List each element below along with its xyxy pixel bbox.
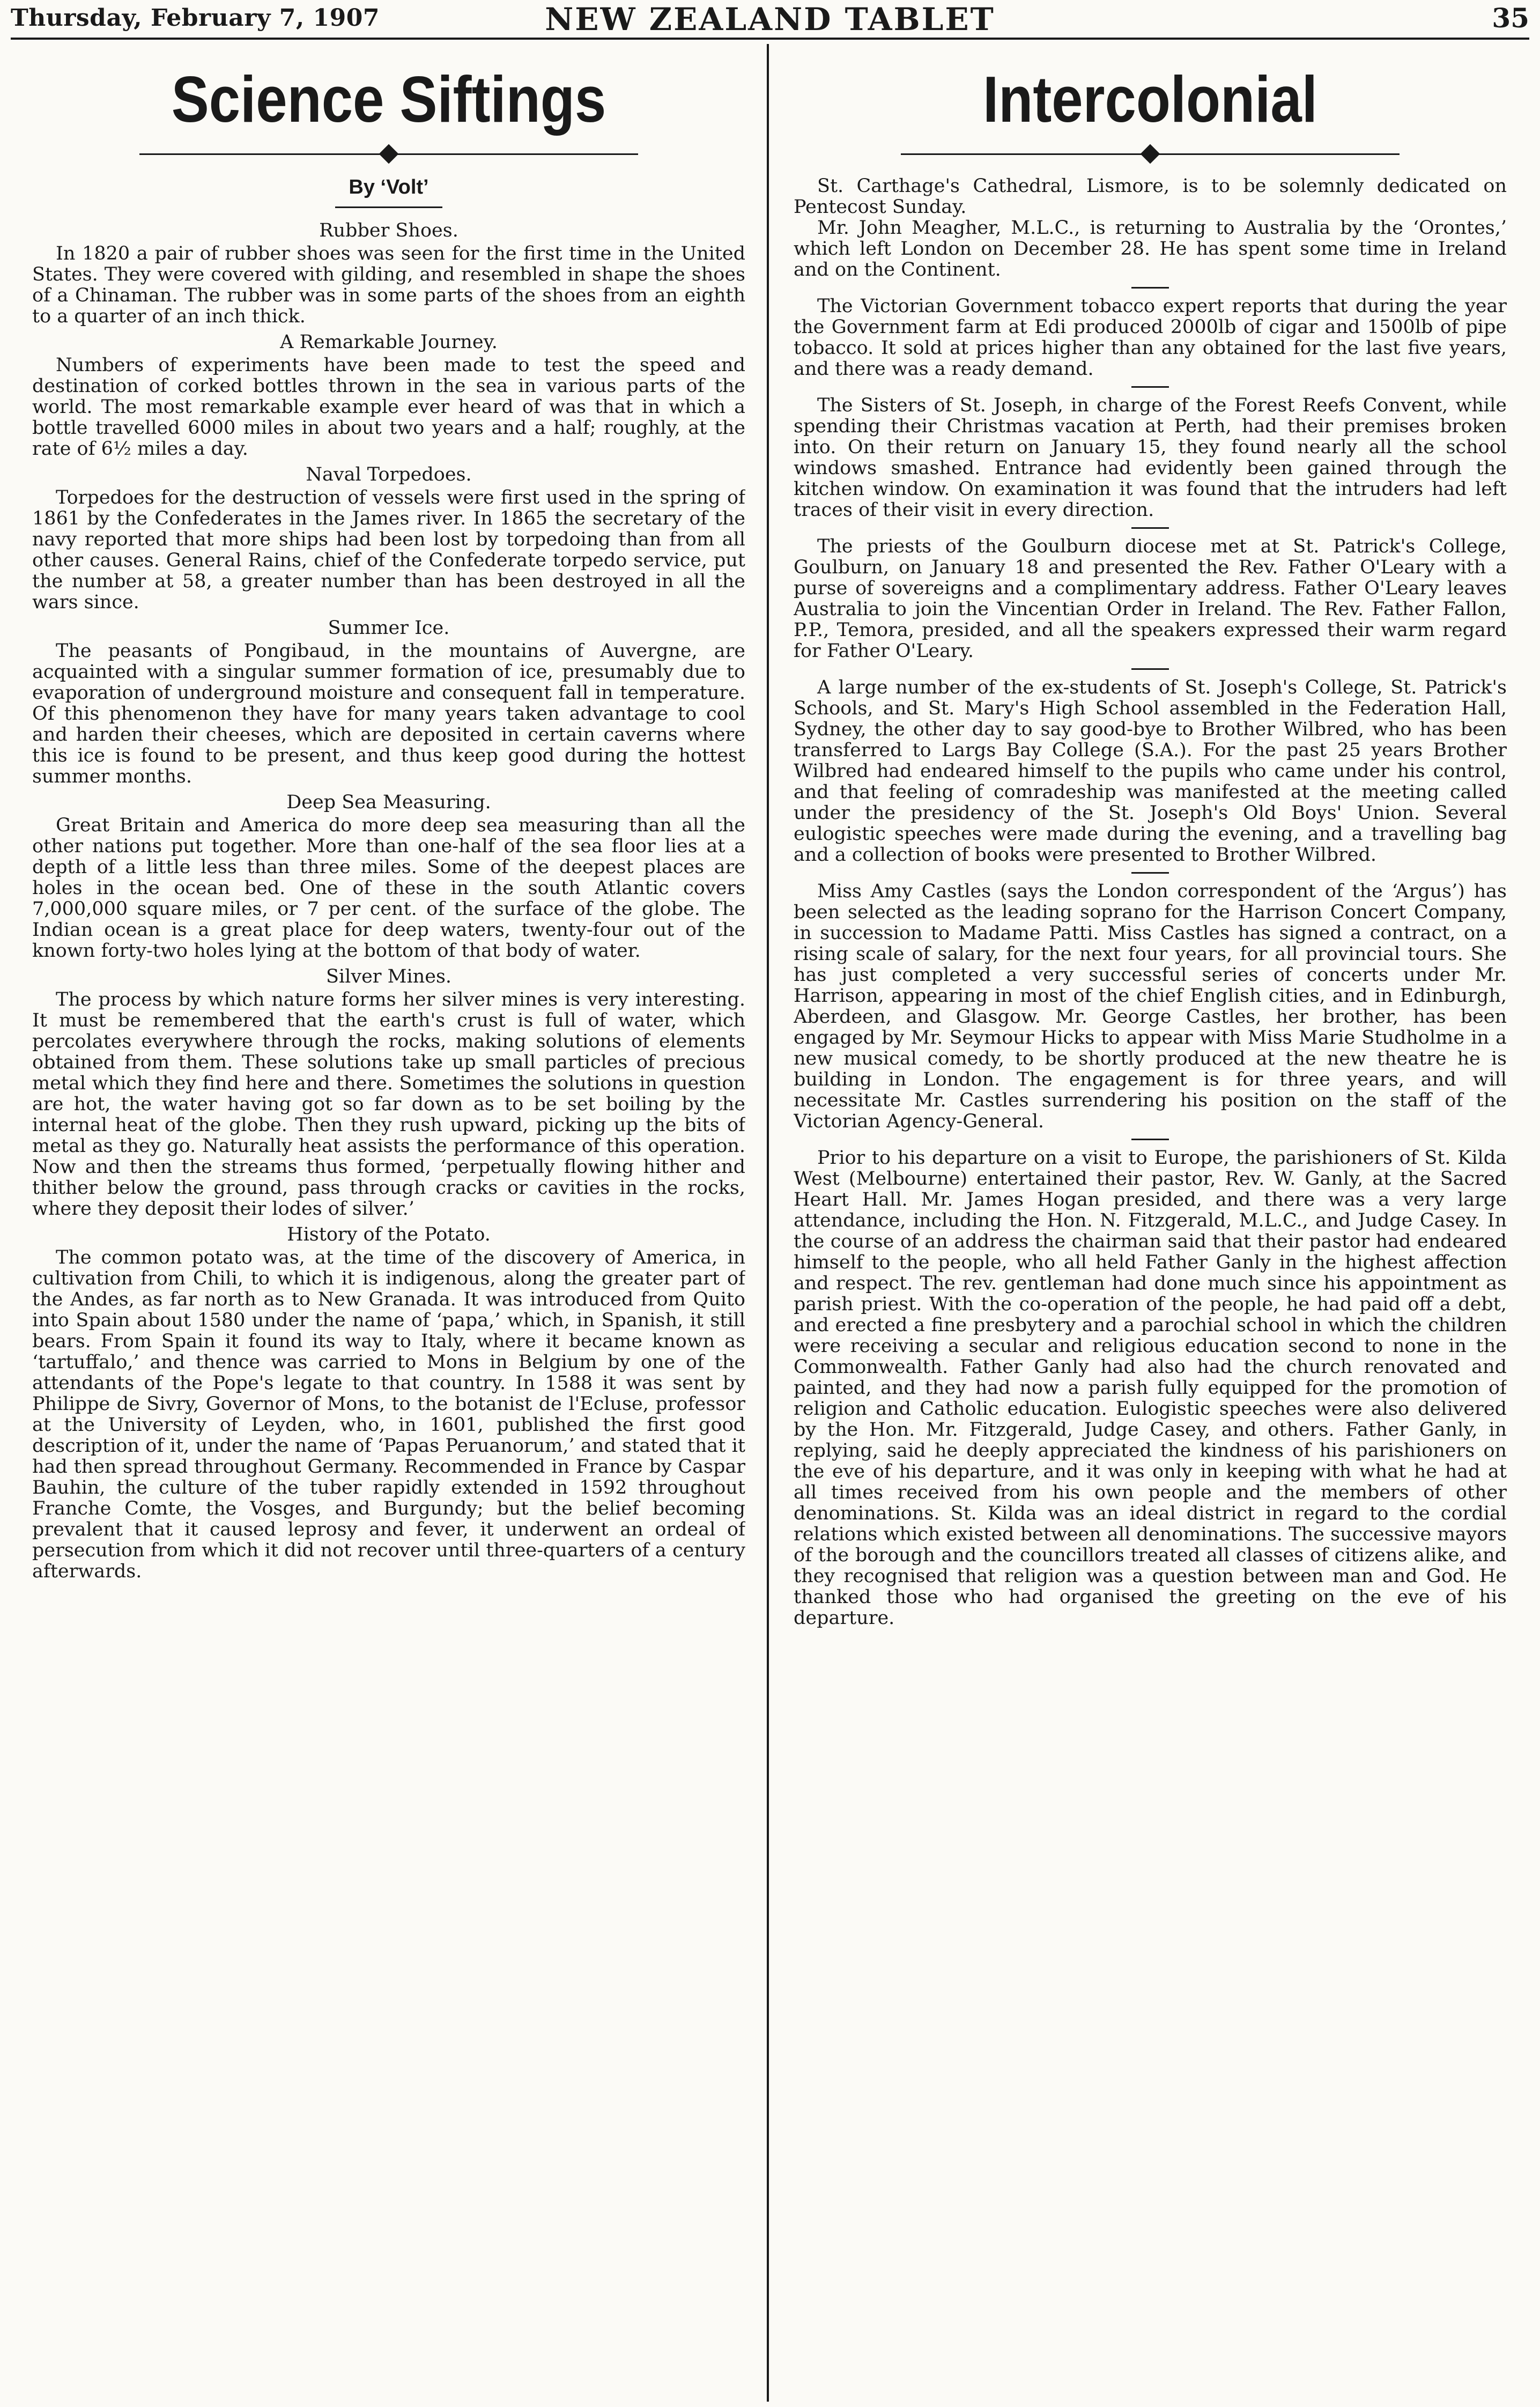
page-header bbox=[11, 0, 1529, 40]
news-item: The priests of the Goulburn diocese met at St. Patrick's College, Goulburn, on January 18 and presented the Rev. Father O'Leary with a purse of sovereigns and a complimentary address. Father O'Leary leaves Australia to join the Vincentian Order in Ireland. The Rev. Father Fallon, P.P., Temora, presided, and all the speakers expressed their warm regard for Father O'Leary. bbox=[794, 536, 1507, 662]
news-item: A large number of the ex-students of St. Joseph's College, St. Patrick's Schools, and St. Mary's High School assembled in the Federation Hall, Sydney, the other day to say good-bye to Brother Wilbred, who has been transferred to Largs Bay College (S.A.). For the past 25 years Brother Wilbred had endeared himself to the pupils who came under his control, and that feeling of comradeship was manifested at the meeting called under the presidency of the St. Joseph's Old Boys' Union. Several eulogistic speeches were made during the evening, and a travelling bag and a collection of books were presented to Brother Wilbred. bbox=[794, 677, 1507, 866]
issue-date: Thursday, February 7, 1907 bbox=[11, 4, 380, 32]
title-ornament bbox=[139, 144, 638, 165]
item-divider bbox=[1131, 527, 1169, 529]
page-number: 35 bbox=[1492, 2, 1529, 34]
item-divider bbox=[1131, 386, 1169, 388]
subheading: History of the Potato. bbox=[287, 1224, 491, 1245]
subheading: Summer Ice. bbox=[328, 617, 450, 639]
article-paragraph: The common potato was, at the time of the discovery of America, in cultivation from Chili, to which it is indigenous, along the greater part of the Andes, as far north as to New Granada. It was introduced from Quito into Spain about 1580 under the name of ‘papa,’ which, in Spanish, it still bears. From Spain it found its way to Italy, where it became known as ‘tartuffalo,’ and thence was carried to Mons in Belgium by one of the attendants of the Pope's legate to that country. In 1588 it was sent by Philippe de Sivry, Governor of Mons, to the botanist de l'Ecluse, professor at the University of Leyden, who, in 1601, published the first good description of it, under the name of ‘Papas Peruanorum,’ and stated that it had then spread throughout Germany. Recommended in France by Caspar Bauhin, the culture of the tuber rapidly extended in 1592 throughout Franche Comte, the Vosges, and Burgundy; but the belief becoming prevalent that it caused leprosy and fever, it underwent an ordeal of persecution from which it did not recover until three-quarters of a century afterwards. bbox=[32, 1247, 745, 1582]
article-paragraph: The process by which nature forms her silver mines is very interesting. It must be remembered that the earth's crust is full of water, which percolates everywhere through the rocks, making solutions of elements obtained from them. These solutions take up small particles of precious metal which they find here and there. Sometimes the solutions in question are hot, the water having got so far down as to be set boiling by the internal heat of the globe. Then they rush upward, picking up the bits of metal as they go. Naturally heat assists the performance of this operation. Now and then the streams thus formed, ‘perpetually flowing hither and thither below the ground, pass through cracks or cavities in the rocks, where they deposit their lodes of silver.’ bbox=[32, 989, 745, 1220]
intercolonial-column bbox=[794, 48, 1507, 2396]
item-divider bbox=[1131, 1139, 1169, 1140]
article-paragraph: In 1820 a pair of rubber shoes was seen for the first time in the United States. They were covered with gilding, and resembled in shape the shoes of a Chinaman. The rubber was in some parts of the shoes from an eighth to a quarter of an inch thick. bbox=[32, 243, 745, 327]
item-divider bbox=[1131, 668, 1169, 670]
column-divider bbox=[767, 44, 769, 2402]
intercolonial-title: Intercolonial bbox=[983, 63, 1317, 136]
diamond-ornament-icon bbox=[1141, 144, 1160, 164]
subheading: A Remarkable Journey. bbox=[280, 331, 498, 353]
item-divider bbox=[1131, 287, 1169, 289]
subheading: Rubber Shoes. bbox=[319, 220, 458, 241]
news-item: The Sisters of St. Joseph, in charge of the Forest Reefs Convent, while spending their Christmas vacation at Perth, had their premises broken into. On their return on January 15, they found nearly all the school windows smashed. Entrance had evidently been gained through the kitchen window. On examination it was found that the intruders had left traces of their visit in every direction. bbox=[794, 395, 1507, 521]
byline-rule bbox=[335, 206, 442, 208]
article-paragraph: The peasants of Pongibaud, in the mountains of Auvergne, are acquainted with a singular summer formation of ice, presumably due to evaporation of underground moisture and consequent fall in temperature. Of this phenomenon they have for many years taken advantage to cool and harden their cheeses, which are deposited in certain caverns where this ice is found to be present, and thus keep good during the hottest summer months. bbox=[32, 640, 745, 787]
article-paragraph: Great Britain and America do more deep sea measuring than all the other nations put together. More than one-half of the sea floor lies at a depth of a little less than three miles. Some of the deepest places are holes in the ocean bed. One of these in the south Atlantic covers 7,000,000 square miles, or 7 per cent. of the surface of the globe. The Indian ocean is a great place for deep waters, twenty-four out of the known forty-two holes lying at the bottom of that body of water. bbox=[32, 815, 745, 962]
news-item: The Victorian Government tobacco expert reports that during the year the Government farm at Edi produced 2000lb of cigar and 1500lb of pipe tobacco. It sold at prices higher than any obtained for the last five years, and there was a ready demand. bbox=[794, 296, 1507, 380]
subheading: Deep Sea Measuring. bbox=[286, 792, 491, 813]
news-item: St. Carthage's Cathedral, Lismore, is to be solemnly dedicated on Pentecost Sunday. bbox=[794, 175, 1507, 218]
article-paragraph: Torpedoes for the destruction of vessels were first used in the spring of 1861 by the Confederates in the James river. In 1865 the secretary of the navy reported that more ships had been lost by torpedoing than from all other causes. General Rains, chief of the Confederate torpedo service, put the number at 58, a greater number than has been destroyed in all the wars since. bbox=[32, 487, 745, 613]
subheading: Naval Torpedoes. bbox=[306, 464, 472, 485]
science-siftings-title: Science Siftings bbox=[171, 63, 606, 136]
byline: By ‘Volt’ bbox=[349, 176, 429, 198]
masthead: NEW ZEALAND TABLET bbox=[545, 1, 995, 38]
item-divider bbox=[1131, 872, 1169, 874]
diamond-ornament-icon bbox=[379, 144, 399, 164]
news-item: Miss Amy Castles (says the London correspondent of the ‘Argus’) has been selected as the leading soprano for the Harrison Concert Company, in succession to Madame Patti. Miss Castles has signed a contract, on a rising scale of salary, for the next four years, for all provincial tours. She has just completed a very successful series of concerts under Mr. Harrison, appearing in most of the chief English cities, and in Edinburgh, Aberdeen, and Glasgow. Mr. George Castles, her brother, has been engaged by Mr. Seymour Hicks to appear with Miss Marie Studholme in a new musical comedy, to be shortly produced at the new theatre he is building in London. The engagement is for three years, and will necessitate Mr. Castles surrendering his position on the staff of the Victorian Agency-General. bbox=[794, 881, 1507, 1132]
subheading: Silver Mines. bbox=[325, 966, 452, 987]
science-siftings-column bbox=[32, 48, 745, 2396]
news-item: Mr. John Meagher, M.L.C., is returning to Australia by the ‘Orontes,’ which left London on December 28. He has spent some time in Ireland and on the Continent. bbox=[794, 217, 1507, 280]
article-paragraph: Numbers of experiments have been made to test the speed and destination of corked bottles thrown in the sea in various parts of the world. The most remarkable example ever heard of was that in which a bottle travelled 6000 miles in about two years and a half; roughly, at the rate of 6½ miles a day. bbox=[32, 355, 745, 460]
title-ornament bbox=[901, 144, 1400, 165]
news-item: Prior to his departure on a visit to Europe, the parishioners of St. Kilda West (Melbourne) entertained their pastor, Rev. W. Ganly, at the Sacred Heart Hall. Mr. James Hogan presided, and there was a very large attendance, including the Hon. N. Fitzgerald, M.L.C., and Judge Casey. In the course of an address the chairman said that their pastor had endeared himself to the people, who all held Father Ganly in the highest affection and respect. The rev. gentleman had done much since his appointment as parish priest. With the co-operation of the people, he had paid off a debt, and erected a fine presbytery and a parochial school in which the children were receiving a secular and religious education second to none in the Commonwealth. Father Ganly had also had the church renovated and painted, and they had now a parish fully equipped for the promotion of religion and Catholic education. Eulogistic speeches were also delivered by the Hon. Mr. Fitzgerald, Judge Casey, and others. Father Ganly, in replying, said he deeply appreciated the kindness of his parishioners on the eve of his departure, and it was only in keeping with what he had at all times received from his own people and the members of other denominations. St. Kilda was an ideal district in regard to the cordial relations which existed between all denominations. The successive mayors of the borough and the councillors treated all classes of citizens alike, and they recognised that religion was a question between man and God. He thanked those who had organised the greeting on the eve of his departure. bbox=[794, 1147, 1507, 1629]
